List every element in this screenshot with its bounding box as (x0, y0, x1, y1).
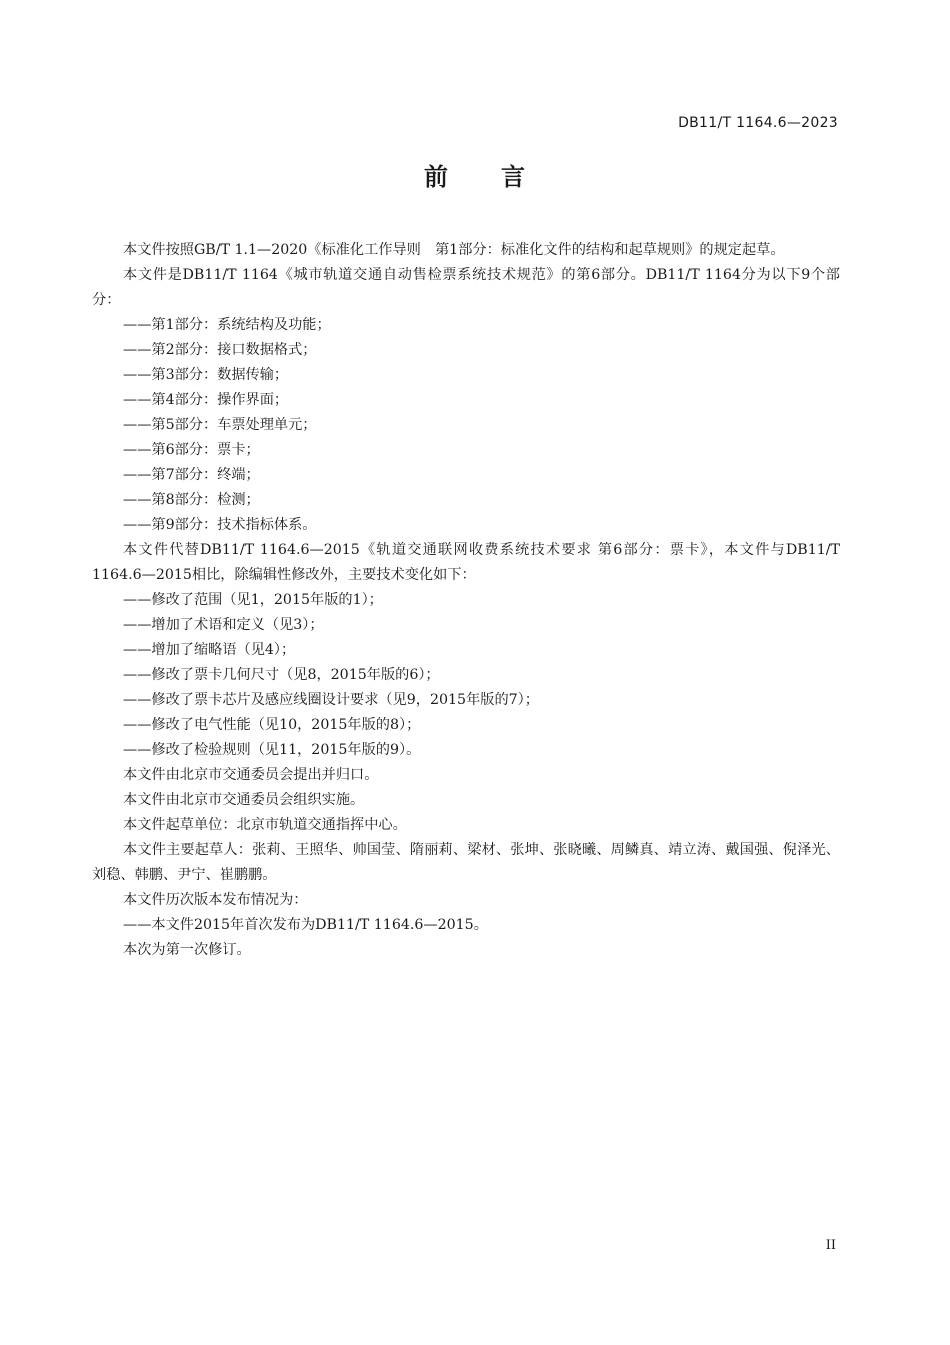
part-item: ——第5部分：车票处理单元； (123, 417, 317, 433)
change-item: ——增加了缩略语（见4）； (123, 642, 296, 658)
part-item: ——第6部分：票卡； (123, 442, 260, 458)
paragraph-implementer: 本文件由北京市交通委员会组织实施。 (123, 792, 365, 808)
change-item: ——修改了电气性能（见10，2015年版的8）； (123, 717, 421, 733)
change-item: ——修改了范围（见1，2015年版的1）； (123, 592, 383, 608)
paragraph-drafting-unit: 本文件起草单位：北京市轨道交通指挥中心。 (123, 817, 407, 833)
paragraph-series-intro: 本文件是DB11/T 1164《城市轨道交通自动售检票系统技术规范》的第6部分。DB11/T 1164分为以下9个部分： (92, 267, 840, 308)
part-item: ——第3部分：数据传输； (123, 367, 289, 383)
part-item: ——第2部分：接口数据格式； (123, 342, 317, 358)
part-item: ——第4部分：操作界面； (123, 392, 289, 408)
change-item: ——修改了票卡几何尺寸（见8，2015年版的6）； (123, 667, 440, 683)
change-item: ——增加了术语和定义（见3）； (123, 617, 324, 633)
part-item: ——第8部分：检测； (123, 492, 260, 508)
paragraph-replacement: 本文件代替DB11/T 1164.6—2015《轨道交通联网收费系统技术要求 第6部分：票卡》，本文件与DB11/T 1164.6—2015相比，除编辑性修改外，主要技术变化如下： (92, 542, 840, 583)
change-item: ——修改了检验规则（见11，2015年版的9）。 (123, 742, 421, 758)
paragraph-drafting-basis: 本文件按照GB/T 1.1—2020《标准化工作导则 第1部分：标准化文件的结构和起草规则》的规定起草。 (123, 242, 785, 258)
history-item: ——本文件2015年首次发布为DB11/T 1164.6—2015。 (123, 917, 488, 933)
change-item: ——修改了票卡芯片及感应线圈设计要求（见9，2015年版的7）； (123, 692, 539, 708)
page-number: II (825, 1238, 836, 1253)
paragraph-drafters: 本文件主要起草人：张莉、王照华、帅国莹、隋丽莉、梁材、张坤、张晓曦、周鳞真、靖立涛、戴国强、倪泽光、刘稳、韩鹏、尹宁、崔鹏鹏。 (92, 842, 840, 883)
part-item: ——第9部分：技术指标体系。 (123, 517, 317, 533)
title-char-1: 前 (424, 163, 449, 191)
paragraph-history-intro: 本文件历次版本发布情况为： (123, 892, 308, 908)
paragraph-proposer: 本文件由北京市交通委员会提出并归口。 (123, 767, 379, 783)
document-body (92, 238, 840, 963)
paragraph-revision-note: 本次为第一次修订。 (123, 942, 251, 958)
part-item: ——第7部分：终端； (123, 467, 260, 483)
document-code: DB11/T 1164.6—2023 (678, 115, 838, 131)
page-title (0, 157, 950, 192)
title-char-2: 言 (501, 163, 526, 191)
part-item: ——第1部分：系统结构及功能； (123, 317, 331, 333)
